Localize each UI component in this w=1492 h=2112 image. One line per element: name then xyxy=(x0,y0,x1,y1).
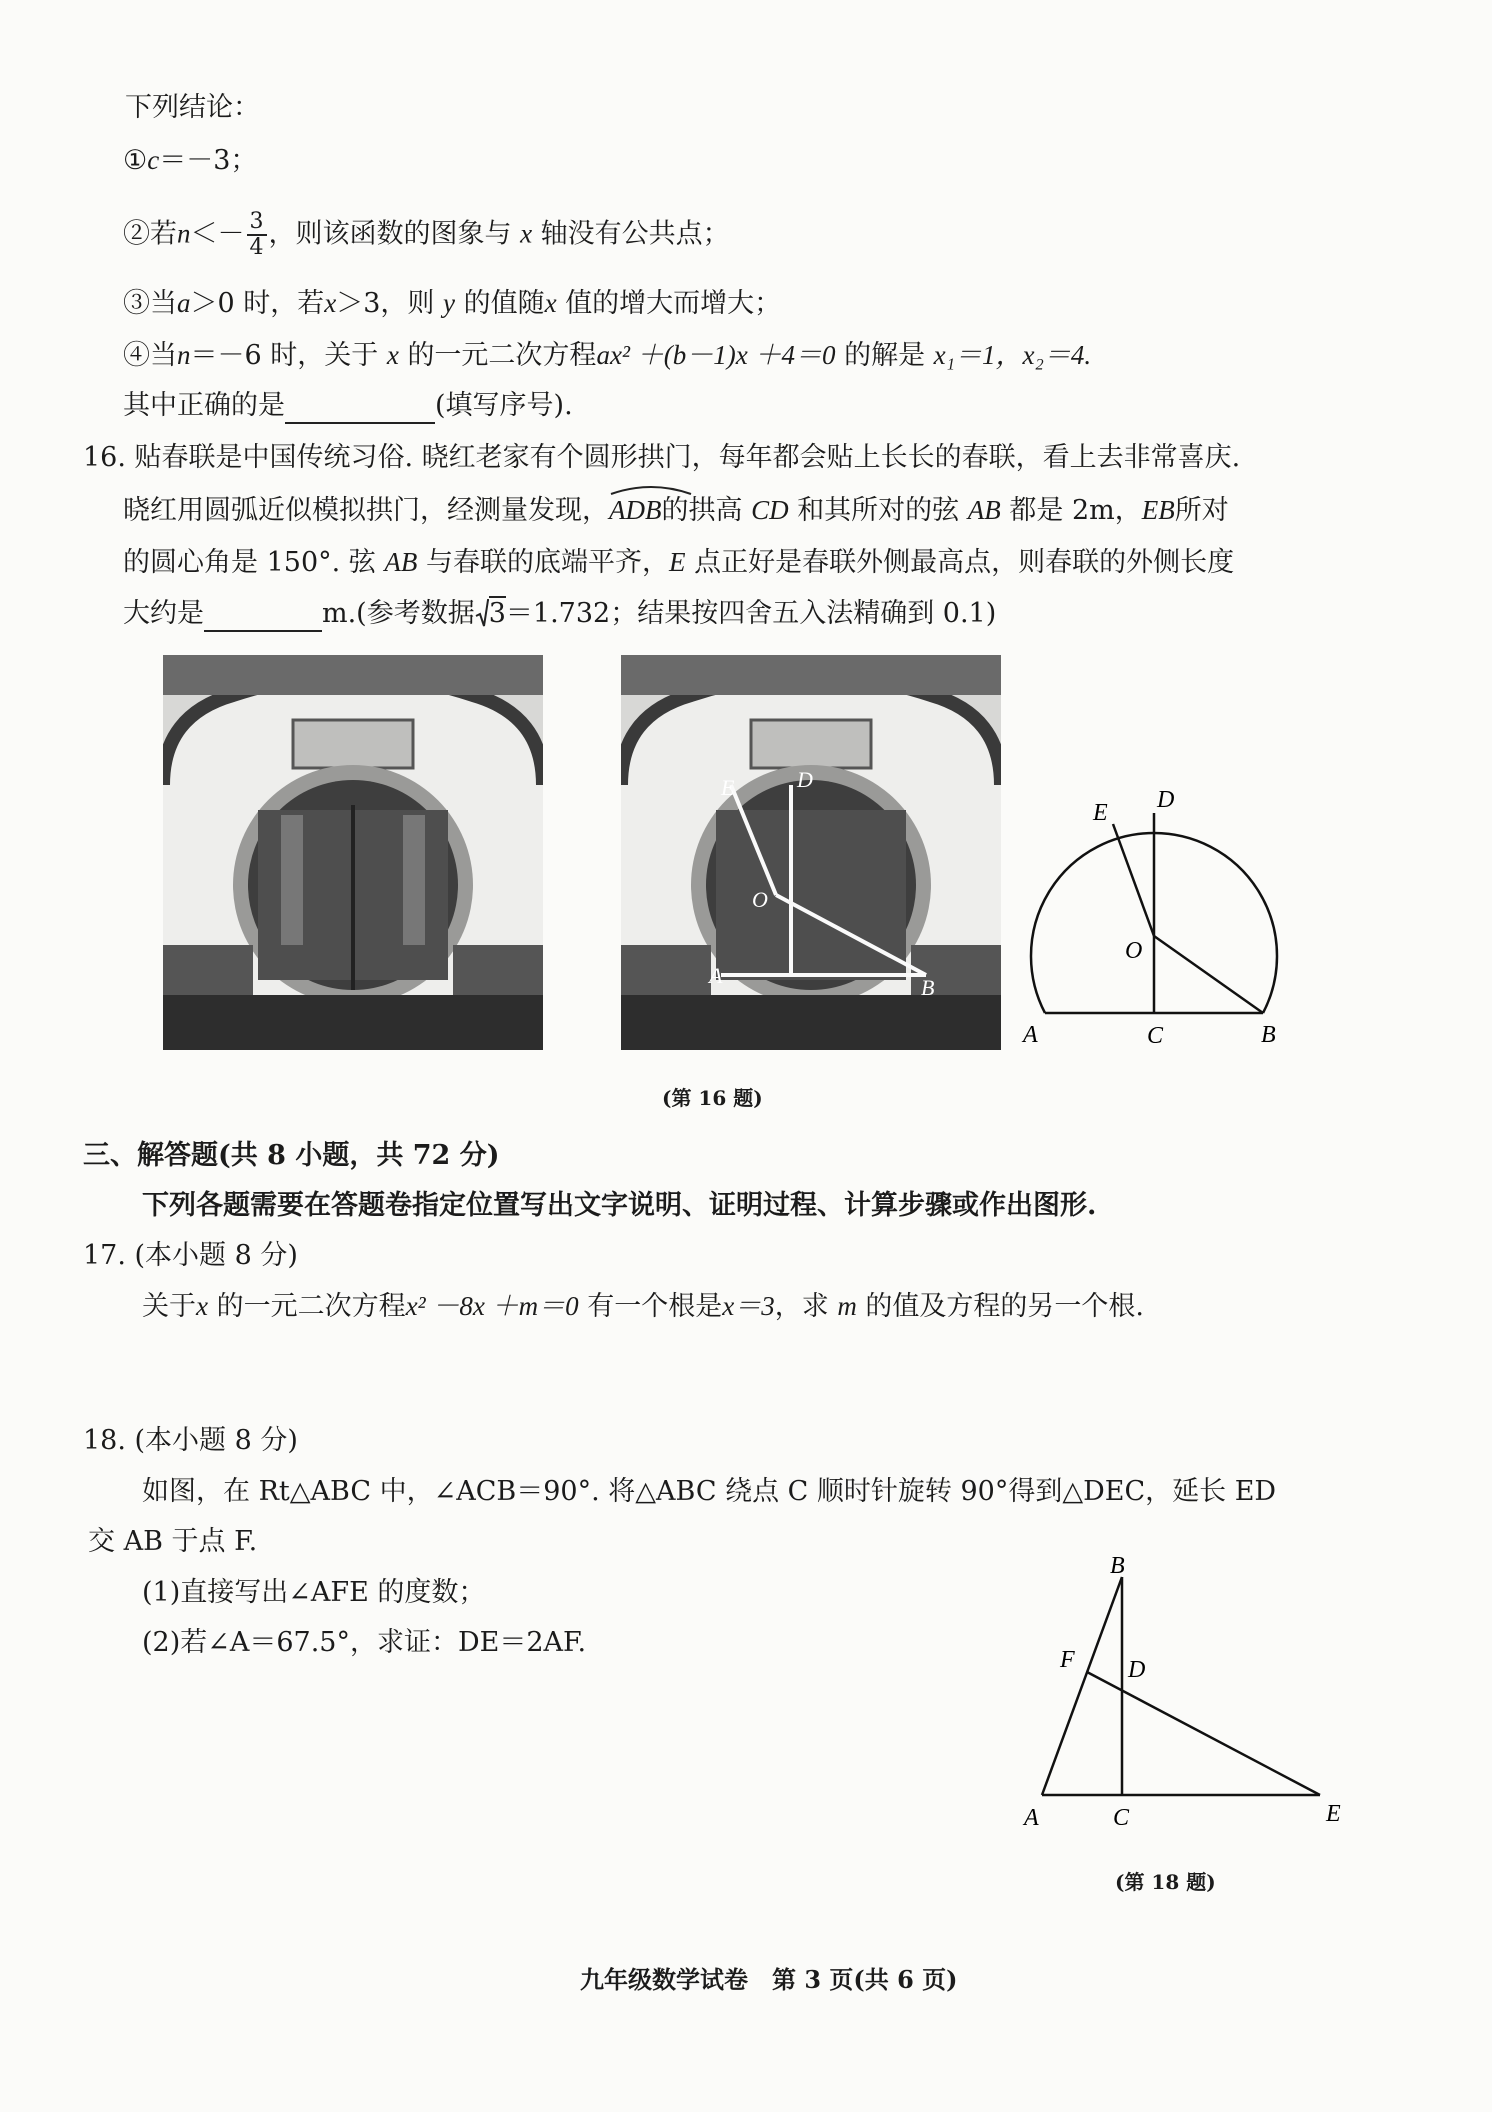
q18-caption: (第 18 题) xyxy=(1115,1870,1216,1894)
sqrt: 3 xyxy=(475,596,506,632)
page-footer: 九年级数学试卷 第 3 页(共 6 页) xyxy=(580,1965,958,1994)
q16-line-4: 大约是 m.(参考数据 3＝1.732；结果按四舍五入法精确到 0.1) xyxy=(123,596,996,632)
q17-body: 关于x 的一元二次方程x² －8x ＋m＝0 有一个根是x＝3，求 m 的值及方程的另一个根. xyxy=(142,1291,1144,1322)
label-a: A xyxy=(1024,1805,1039,1831)
q16-line-3: 的圆心角是 150°. 弦 AB 与春联的底端平齐，E 点正好是春联外侧最高点，则春联的外侧长度 xyxy=(123,547,1235,578)
photo-label-b: B xyxy=(921,975,935,1000)
label-d: D xyxy=(1128,1657,1146,1683)
section-3-instruction: 下列各题需要在答题卷指定位置写出文字说明、证明过程、计算步骤或作出图形. xyxy=(142,1190,1097,1221)
q18-part-2: (2)若∠A＝67.5°，求证：DE＝2AF. xyxy=(142,1627,587,1658)
q16-arc-diagram xyxy=(1015,780,1325,1055)
q18-line-1: 如图，在 Rt△ABC 中，∠ACB＝90°. 将△ABC 绕点 C 顺时针旋转 90°得到△DEC，延长 ED xyxy=(142,1476,1277,1507)
q15-conclusion-2: ②若n＜－ $\frac{3}{4}$ ，则该函数的图象与 x 轴没有公共点； xyxy=(123,209,730,260)
segment-ab xyxy=(1042,1577,1122,1795)
photo-label-o: O xyxy=(752,887,768,912)
q18-triangle-diagram xyxy=(1010,1555,1360,1855)
q15-conclusion-1: ①c＝－3； xyxy=(123,145,258,176)
arc-mark xyxy=(609,482,693,496)
label-c: C xyxy=(1113,1805,1130,1831)
label-a: A xyxy=(1023,1022,1038,1048)
q17-header: 17. (本小题 8 分) xyxy=(83,1240,298,1271)
q16-line-2: 晓红用圆弧近似模拟拱门，经测量发现， ADB的拱高 CD 和其所对的弦 AB 都是 2m，EB所对 xyxy=(123,492,1229,529)
fraction: $\frac{3}{4}$ xyxy=(247,210,267,260)
q15-conclusion-4: ④当n＝－6 时，关于 x 的一元二次方程ax² ＋(b－1)x ＋4＝0 的解是 x₁＝1，x₂＝4. xyxy=(123,340,1092,371)
label-o: O xyxy=(1125,938,1143,964)
label-c: C xyxy=(1147,1023,1164,1049)
label-e: E xyxy=(1093,800,1108,826)
q15-answer-line: 其中正确的是 (填写序号). xyxy=(123,388,573,424)
photo-label-e: E xyxy=(721,775,735,800)
q16-caption: (第 16 题) xyxy=(662,1086,763,1110)
q18-part-1: (1)直接写出∠AFE 的度数； xyxy=(142,1577,486,1608)
answer-blank[interactable] xyxy=(285,394,435,424)
label-b: B xyxy=(1261,1022,1276,1048)
arch-photo-1 xyxy=(163,655,543,1050)
label-e: E xyxy=(1326,1801,1341,1827)
arc-adb: ADB xyxy=(609,492,661,528)
label-b: B xyxy=(1110,1555,1125,1579)
label-f: F xyxy=(1060,1647,1075,1673)
arch-photo-2 xyxy=(621,655,1001,1050)
photo-label-d: D xyxy=(797,767,813,792)
segment-eo xyxy=(1113,824,1154,936)
photo-label-a: A xyxy=(709,963,723,988)
q18-header: 18. (本小题 8 分) xyxy=(83,1425,298,1456)
q15-intro: 下列结论： xyxy=(125,92,260,123)
q15-conclusion-3: ③当a＞0 时，若x＞3，则 y 的值随x 值的增大而增大； xyxy=(123,288,782,319)
label-d: D xyxy=(1157,787,1175,813)
q18-line-2: 交 AB 于点 F. xyxy=(88,1526,258,1557)
section-3-title: 三、解答题(共 8 小题，共 72 分) xyxy=(83,1140,500,1171)
q16-line-1: 16. 贴春联是中国传统习俗. 晓红老家有个圆形拱门，每年都会贴上长长的春联，看上去非常喜庆. xyxy=(83,442,1241,473)
segment-ob xyxy=(1154,936,1263,1013)
answer-blank[interactable] xyxy=(204,602,322,632)
